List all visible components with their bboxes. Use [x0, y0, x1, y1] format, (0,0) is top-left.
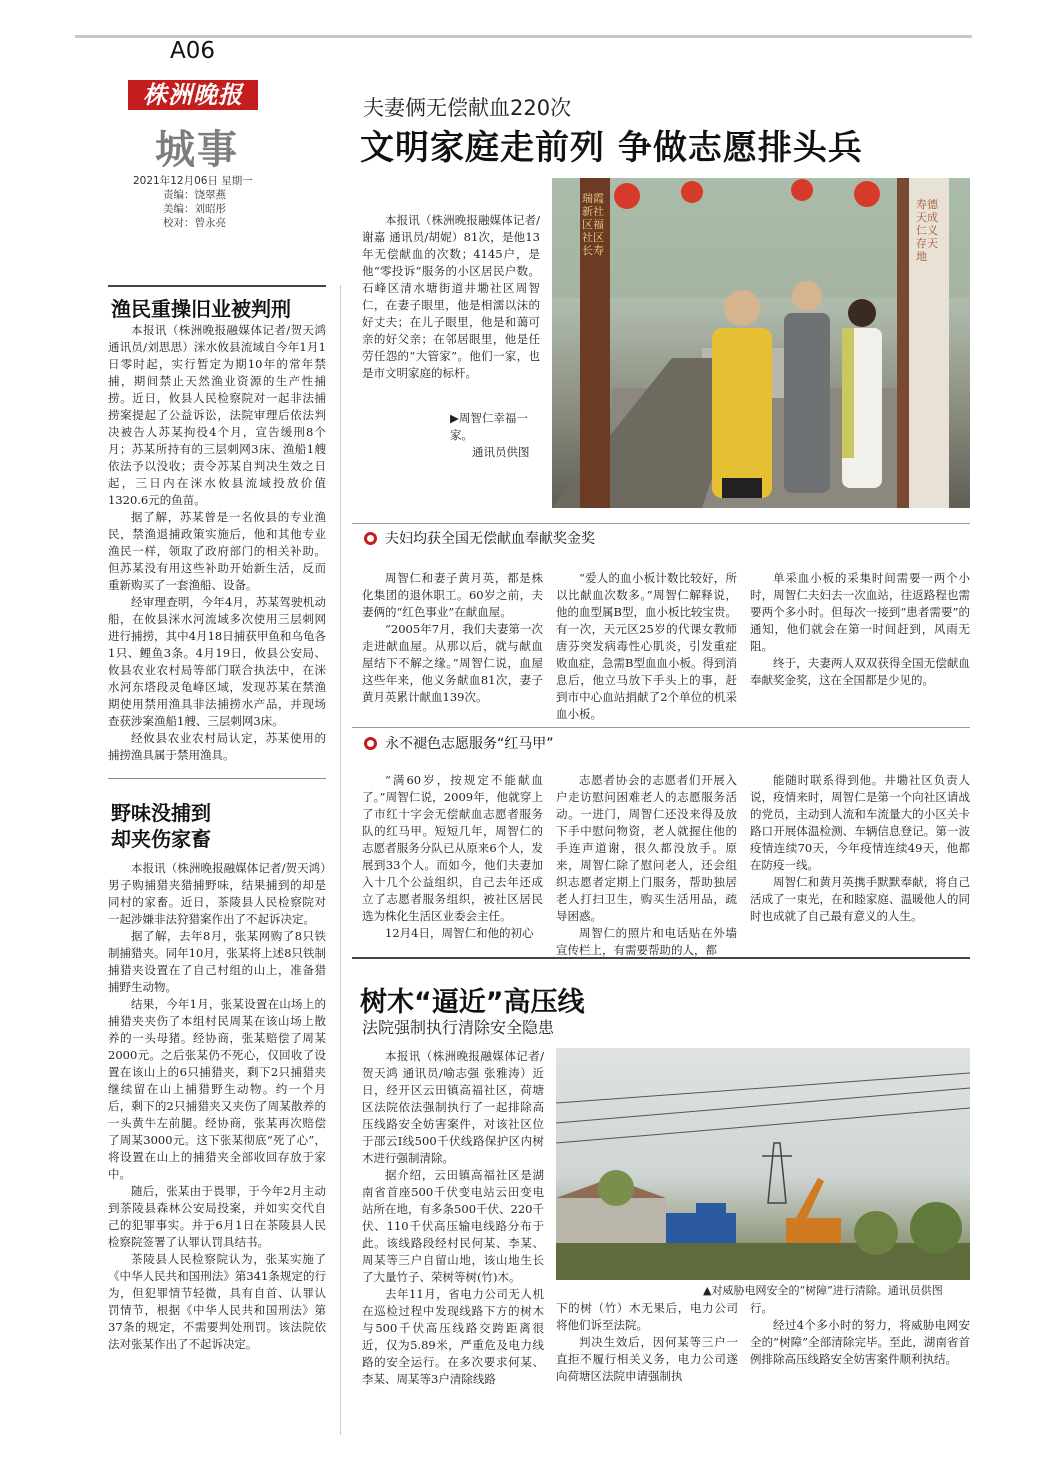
story4-col3	[750, 1300, 970, 1435]
sub1-rule	[352, 523, 970, 524]
story3-headline-line1: 野味没捕到	[111, 801, 211, 825]
red-circle-icon	[364, 532, 377, 545]
story4-col2	[556, 1300, 738, 1435]
story1-headline: 文明家庭走前列 争做志愿排头兵	[360, 128, 863, 168]
logo-text: 株洲晚报	[143, 80, 243, 109]
photo-sign-left: 瑞霞新社区福社区长寿	[582, 192, 604, 257]
story2-body	[108, 322, 326, 770]
power-line-drawing	[556, 1048, 970, 1280]
story4-subhead: 法院强制执行清除安全隐患	[362, 1018, 555, 1037]
sub2-rule	[352, 727, 970, 728]
story3-paragraph: 本报讯（株洲晚报融媒体记者/贺天鸿）男子购捕猎夹猎捕野味，结果捕到的却是同村的家畜。近日，茶陵县人民检察院对一起涉嫌非法狩猎案作出了不起诉决定。	[108, 861, 326, 926]
story4-paragraph: 行。	[750, 1301, 773, 1315]
story3-paragraph: 据了解，去年8月，张某网购了8只铁制捕猎夹。同年10月，张某将上述8只铁制捕猎夹设置在了自己村组的山上，准备猎捕野生动物。	[108, 929, 326, 994]
story1-lead-text: 本报讯（株洲晚报融媒体记者/谢嘉 通讯员/胡妮）81次，是他13年无偿献血的次数；4145户，是他“零投诉”服务的小区居民户数。石峰区清水塘街道井墈社区周智仁，在妻子眼里，他是相濡以沫的好丈夫；在儿子眼里，他是和蔼可亲的好父亲；在邻居眼里，他是任劳任怨的“大管家”。他们一家，也是市文明家庭的标杆。	[362, 213, 540, 380]
left-column-rule	[108, 285, 326, 287]
sub1-col3	[750, 570, 970, 720]
story2-paragraph: 经审理查明，今年4月，苏某驾驶机动船，在攸县洣水河流域多次使用三层刺网进行捕捞，其中4月18日捕获甲鱼和乌龟各1只、鲤鱼3条。4月19日，攸县公安局、攸县农业农村局等部门联合执法中，在洣水河东塔段灵龟峰区域，发现苏某在禁渔期使用禁用渔具非法捕捞水产品，并现场查获涉案渔船1艘、三层刺网3床。	[108, 595, 326, 728]
story4-paragraph: 据介绍，云田镇高福社区是湖南省首座500千伏变电站云田变电站所在地，有多条500千伏、220千伏、110千伏高压输电线路分布于此。该线路段经村民何某、李某、周某等三户自留山地，该山地生长了大量竹子、荣树等树(竹)木。	[362, 1168, 544, 1284]
story3-headline	[111, 800, 211, 852]
story3-paragraph: 结果，今年1月，张某设置在山场上的捕猎夹夹伤了本组村民周某在该山场上散养的一头母猪。经协商，张某赔偿了周某2000元。之后张某仍不死心，仅回收了设置在该山上的6只捕猎夹，剩下2只捕猎夹继续留在山上捕猎野生动物。约一个月后，剩下的2只捕猎夹又夹伤了周某散养的一头黄牛左前腿。经协商，张某再次赔偿了周某3000元。这下张某彻底“死了心”，将设置在山上的捕猎夹全部收回存放于家中。	[108, 997, 326, 1181]
story4-col1	[362, 1048, 544, 1436]
story2-paragraph: 据了解，苏某曾是一名攸县的专业渔民，禁渔退捕政策实施后，他和其他专业渔民一样，领取了政府部门的相关补助。但苏某没有用这些补助开始新生活，反而重新购买了一套渔船、设备。	[108, 510, 326, 592]
story4-paragraph: 经过4个多小时的努力，将威胁电网安全的“树障”全部清除完毕。至此，湖南省首例排除高压线路安全妨害案件顺利执结。	[750, 1318, 970, 1366]
story2-paragraph: 本报讯（株洲晚报融媒体记者/贺天鸿 通讯员/刘思思）洣水攸县流域自今年1月1日零时起，实行暂定为期10年的常年禁捕，期间禁止天然渔业资源的生产性捕捞。近日，攸县人民检察院对一起非法捕捞案提起了公益诉讼，法院审理后依法判决被告人苏某拘役4个月，宣告缓刑8个月；苏某所持有的三层刺网3床、渔船1艘依法予以没收；责令苏某自判决生效之日起，三日内在洣水攸县流域投放价值1320.6元的鱼苗。	[108, 323, 326, 507]
sub1-paragraph: 终于，夫妻两人双双获得全国无偿献血奉献奖金奖，这在全国都是少见的。	[750, 656, 970, 687]
sub1-heading-text: 夫妇均获全国无偿献血奉献奖金奖	[385, 531, 595, 547]
sub2-paragraph: 周智仁的照片和电话贴在外墙宣传栏上，有需要帮助的人，都	[556, 926, 737, 957]
story1-kicker: 夫妻俩无偿献血220次	[363, 96, 572, 120]
story3-headline-line2: 却夹伤家畜	[111, 827, 211, 851]
sub2-col1	[362, 772, 543, 947]
masthead-info	[133, 174, 253, 230]
sub1-col1	[362, 570, 543, 720]
sub2-paragraph: “满60岁，按规定不能献血了。”周智仁说，2009年，他就穿上了市红十字会无偿献血志愿者服务队的红马甲。短短几年，周智仁的志愿者服务分队已从原来6个人，发展到33个人。而如今，他们夫妻加入十几个公益组织，自己去年还成立了志愿者服务组织，被社区居民选为株化生活区业委会主任。	[362, 773, 543, 923]
issue-date: 2021年12月06日 星期一	[133, 175, 253, 187]
power-line-photo	[556, 1048, 970, 1280]
sub2-paragraph: 周智仁和黄月英携手默默奉献，将自己活成了一束光，在和睦家庭、温暖他人的同时也成就了自己最有意义的人生。	[750, 875, 970, 923]
story1-photo-caption	[450, 410, 545, 461]
story4-paragraph: 去年11月，省电力公司无人机在巡检过程中发现线路下方的树木与500千伏高压线路交跨距离很近，仅为5.89米，严重危及电力线路的安全运行。在多次要求何某、李某、周某等3户清除线路	[362, 1287, 544, 1386]
section-title: 城事	[155, 126, 239, 173]
sub2-col3	[750, 772, 970, 947]
power-line-photo-caption: ▲对威胁电网安全的“树障”进行清除。通讯员供图	[703, 1284, 943, 1297]
story3-body	[108, 860, 326, 1435]
sub2-paragraph: 志愿者协会的志愿者们开展入户走访慰问困难老人的志愿服务活动。一进门，周智仁还没来得及放下手中慰问物资，老人就握住他的手连声道谢，很久都没放手。原来，周智仁除了慰问老人，还会组织志愿者定期上门服务，帮助独居老人打扫卫生，购买生活用品，疏导困惑。	[556, 773, 737, 923]
caption-credit: 通讯员供图	[472, 445, 530, 459]
story-divider	[108, 778, 326, 779]
sub1-paragraph: “爱人的血小板计数比较好，所以比献血次数多。”周智仁解释说，他的血型属B型，血小板比较宝贵。有一次，天元区25岁的代课女教师唐芬突发病毒性心肌炎，引发重症败血症，急需B型血血小板。得到消息后，他立马放下手头上的事，赶到市中心血站捐献了2个单位的机采血小板。	[556, 571, 737, 721]
story4-paragraph: 判决生效后，因何某等三户一直拒不履行相关义务，电力公司遂向荷塘区法院申请强制执	[556, 1335, 738, 1383]
sub1-paragraph: “2005年7月，我们夫妻第一次走进献血屋。从那以后，就与献血屋结下不解之缘。”周智仁说，血屋这些年来，他义务献血81次，妻子黄月英累计献血139次。	[362, 622, 543, 704]
sub1-paragraph: 周智仁和妻子黄月英，都是株化集团的退休职工。60岁之前，夫妻俩的“红色事业”在献血屋。	[362, 571, 543, 619]
photo-sign-right: 寿德天成仁义存天地	[916, 198, 938, 263]
story4-paragraph: 下的树（竹）木无果后，电力公司将他们诉至法院。	[556, 1301, 738, 1332]
sub2-paragraph: 12月4日，周智仁和他的初心	[385, 926, 534, 940]
story1-lead	[362, 212, 540, 380]
family-photo	[552, 178, 970, 508]
editor-credit: 责编：饶翠燕	[163, 189, 226, 201]
story2-paragraph: 经攸县农业农村局认定，苏某使用的捕捞渔具属于禁用渔具。	[108, 731, 326, 762]
red-circle-icon	[364, 737, 377, 750]
story3-paragraph: 随后，张某由于畏罪，于今年2月主动到茶陵县森林公安局投案，并如实交代自己的犯罪事实。并于6月1日在茶陵县人民检察院签署了认罪认罚具结书。	[108, 1184, 326, 1249]
page-number: A06	[170, 38, 216, 64]
story3-paragraph: 茶陵县人民检察院认为，张某实施了《中华人民共和国刑法》第341条规定的行为，但犯罪情节轻微，具有自首、认罪认罚情节，根据《中华人民共和国刑法》第37条的规定，不需要判处刑罚。该法院依法对张某作出了不起诉决定。	[108, 1252, 326, 1351]
story4-paragraph: 本报讯（株洲晚报融媒体记者/贺天鸿 通讯员/喻志强 张雅涛）近日，经开区云田镇高福社区，荷塘区法院依法强制执行了一起排除高压线路安全妨害案件，对该社区位于邵云Ⅰ线500千伏线路保护区内树木进行强制清除。	[362, 1049, 544, 1165]
designer-credit: 美编：刘昭彤	[163, 203, 226, 215]
story2-headline: 渔民重操旧业被判刑	[111, 297, 291, 321]
caption-line: ▶周智仁幸福一家。	[450, 411, 528, 442]
sub2-heading	[364, 733, 554, 753]
column-divider	[340, 285, 341, 1435]
sub1-col2	[556, 570, 737, 720]
sub1-paragraph: 单采血小板的采集时间需要一两个小时，周智仁夫妇去一次血站，往返路程也需要两个多小时。但每次一接到“患者需要”的通知，他们就会在第一时间赶到，风雨无阻。	[750, 571, 970, 653]
family-photo-drawing	[552, 178, 970, 508]
sub2-col2	[556, 772, 737, 957]
story4-rule	[352, 957, 970, 959]
sub2-heading-text: 永不褪色志愿服务“红马甲”	[385, 736, 554, 752]
sub1-heading	[364, 528, 595, 548]
proof-credit: 校对：曾永亮	[163, 217, 226, 229]
story4-headline: 树木“逼近”高压线	[360, 987, 585, 1018]
sub2-paragraph: 能随时联系得到他。井墈社区负责人说，疫情来时，周智仁是第一个向社区请战的党员，主动到人流和车流量大的小区关卡路口开展体温检测、车辆信息登记。第一波疫情连续70天，今年疫情连续49天，他都在防疫一线。	[750, 773, 970, 872]
